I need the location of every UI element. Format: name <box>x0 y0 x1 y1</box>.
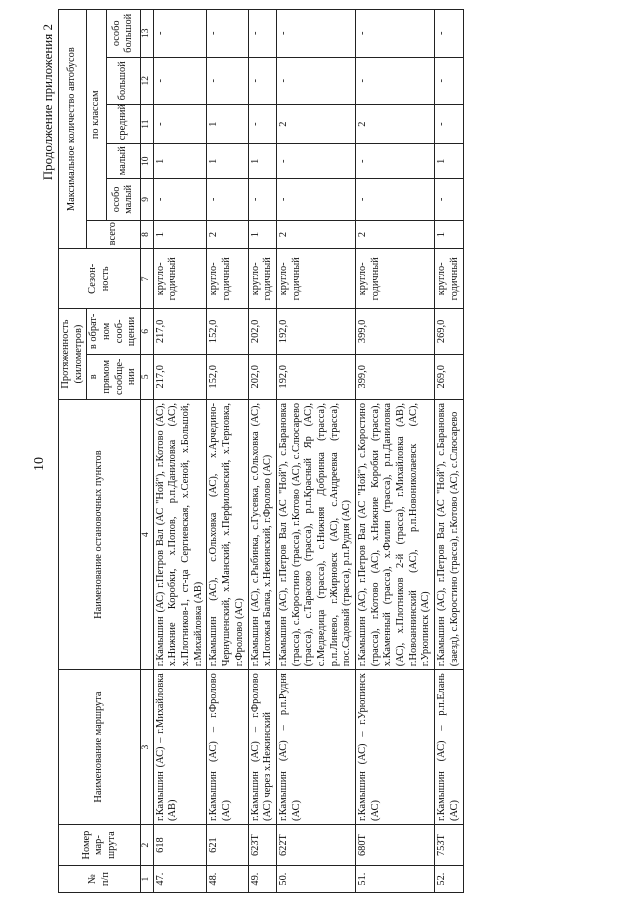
buses-extra-small: - <box>276 179 355 220</box>
buses-extra-large: - <box>153 10 207 58</box>
seasonality: кругло-годичный <box>207 249 248 309</box>
table-row <box>435 10 463 893</box>
length-backward: 217,0 <box>153 309 207 354</box>
buses-extra-small: - <box>248 179 276 220</box>
length-forward: 152,0 <box>207 354 248 399</box>
row-number: 50. <box>276 866 355 893</box>
buses-total: 1 <box>435 220 463 249</box>
route-name: г.Камышин (АС) – р.п.Рудня (АС) <box>276 670 355 825</box>
column-number: 11 <box>141 105 154 144</box>
column-number: 12 <box>141 57 154 104</box>
table-row <box>248 10 276 893</box>
buses-medium: 2 <box>356 105 435 144</box>
header-stops: Наименование остановочных пунктов <box>59 399 141 669</box>
buses-total: 1 <box>248 220 276 249</box>
column-number: 2 <box>141 824 154 865</box>
route-number: 622Т <box>276 824 355 865</box>
buses-small: 1 <box>248 144 276 179</box>
routes-table <box>58 9 464 893</box>
buses-extra-small: - <box>435 179 463 220</box>
column-number: 5 <box>141 354 154 399</box>
page-number: 10 <box>32 457 47 471</box>
header-max-buses: Максимальное количество автобусов <box>59 10 87 249</box>
header-medium: средний <box>106 105 141 144</box>
column-number: 7 <box>141 249 154 309</box>
table-row <box>207 10 248 893</box>
seasonality: кругло-годичный <box>276 249 355 309</box>
buses-total: 1 <box>153 220 207 249</box>
route-name: г.Камышин (АС) – г.Михайловка (АВ) <box>153 670 207 825</box>
header-extra-large: особо большой <box>106 10 141 58</box>
buses-large: - <box>356 57 435 104</box>
length-backward: 269,0 <box>435 309 463 354</box>
buses-medium: - <box>153 105 207 144</box>
buses-large: - <box>207 57 248 104</box>
table-row <box>356 10 435 893</box>
row-number: 47. <box>153 866 207 893</box>
length-backward: 399,0 <box>356 309 435 354</box>
length-forward: 202,0 <box>248 354 276 399</box>
buses-medium: - <box>248 105 276 144</box>
length-forward: 269,0 <box>435 354 463 399</box>
header-total: всего <box>87 220 141 249</box>
buses-small: - <box>276 144 355 179</box>
buses-large: - <box>276 57 355 104</box>
route-number: 621 <box>207 824 248 865</box>
buses-extra-large: - <box>356 10 435 58</box>
header-season: Сезон-ность <box>59 249 141 309</box>
buses-extra-large: - <box>207 10 248 58</box>
buses-medium: - <box>435 105 463 144</box>
route-stops: г.Камышин (АС), с.Ольховка (АС), х.Арчедино-Чернушенский, х.Манский, х.Перфиловский, х.Терновка, г.Фролово (АС) <box>207 399 248 669</box>
header-length: Протяженность (километров) <box>59 309 87 400</box>
buses-extra-small: - <box>356 179 435 220</box>
route-stops: г.Камышин (АС) г.Петров Вал (АС "Ной"), г.Котово (АС), х.Нижние Коробки, х.Попов, р.п.Даниловка (АС), х.Плотников-1, ст-ца Сергиевская, х.Сеной, х.Большой, г.Михайловка (АВ) <box>153 399 207 669</box>
buses-extra-small: - <box>153 179 207 220</box>
table-row <box>276 10 355 893</box>
route-stops: г.Камышин (АС), г.Петров Вал (АС "Ной"), с.Барановка (трасса), с.Коростино (трасса), г.Котово (АС), с.Слюсарево (трасса), с.Тарасово (трасса), р.п.Красный Яр (АС), с.Медведица (трасса), с.Нижняя Добринка (трасса), р.п.Линево, г.Жирновск (АС), с.Андреевка (трасса), пос.Садовый (трасса), р.п.Рудня (АС) <box>276 399 355 669</box>
header-small: малый <box>106 144 141 179</box>
route-name: г.Камышин (АС) – г.Фролово (АС) через х.Нежинский <box>248 670 276 825</box>
column-number: 8 <box>141 220 154 249</box>
buses-medium: 1 <box>207 105 248 144</box>
buses-large: - <box>153 57 207 104</box>
buses-extra-large: - <box>276 10 355 58</box>
length-backward: 192,0 <box>276 309 355 354</box>
route-stops: г.Камышин (АС), г.Петров Вал (АС "Ной"), с.Барановка (заезд), с.Коростино (трасса), г.Котово (АС), с.Слюсарево <box>435 399 463 669</box>
route-stops: г.Камышин (АС), г.Петров Вал (АС "Ной"), с.Коростино (трасса), г.Котово (АС), х.Нижние Коробки (трасса), х.Каменный (трасса), х.Филин (трасса), р.п.Даниловка (АС), х.Плотников 2-й (трасса), г.Михайловка (АВ), г.Новоаннинский (АС), р.п.Новониколаевск (АС), г.Урюпинск (АС) <box>356 399 435 669</box>
length-backward: 202,0 <box>248 309 276 354</box>
header-num: № п/п <box>59 866 141 893</box>
buses-large: - <box>248 57 276 104</box>
buses-total: 2 <box>276 220 355 249</box>
row-number: 52. <box>435 866 463 893</box>
route-name: г.Камышин (АС) – р.п.Елань (АС) <box>435 670 463 825</box>
buses-extra-small: - <box>207 179 248 220</box>
buses-small: - <box>356 144 435 179</box>
table-row <box>153 10 207 893</box>
length-backward: 152,0 <box>207 309 248 354</box>
row-number: 49. <box>248 866 276 893</box>
route-number: 623Т <box>248 824 276 865</box>
header-extra-small: особо малый <box>106 179 141 220</box>
row-number: 51. <box>356 866 435 893</box>
route-name: г.Камышин (АС) – г.Урюпинск (АС) <box>356 670 435 825</box>
length-forward: 399,0 <box>356 354 435 399</box>
route-name: г.Камышин (АС) – г.Фролово (АС) <box>207 670 248 825</box>
column-number: 1 <box>141 866 154 893</box>
buses-total: 2 <box>207 220 248 249</box>
seasonality: кругло-годичный <box>435 249 463 309</box>
column-number: 13 <box>141 10 154 58</box>
continuation-caption: Продолжение приложения 2 <box>40 24 55 181</box>
header-large: большой <box>106 57 141 104</box>
column-number: 4 <box>141 399 154 669</box>
route-number: 618 <box>153 824 207 865</box>
route-number: 753Т <box>435 824 463 865</box>
buses-medium: 2 <box>276 105 355 144</box>
buses-total: 2 <box>356 220 435 249</box>
buses-large: - <box>435 57 463 104</box>
buses-small: 1 <box>153 144 207 179</box>
header-route-num: Номер мар-шрута <box>59 824 141 865</box>
column-number: 9 <box>141 179 154 220</box>
header-forward: в прямом сообще-нии <box>87 354 141 399</box>
header-route-name: Наименование маршрута <box>59 670 141 825</box>
length-forward: 217,0 <box>153 354 207 399</box>
route-number: 680Т <box>356 824 435 865</box>
seasonality: кругло-годичный <box>356 249 435 309</box>
column-number: 10 <box>141 144 154 179</box>
column-number: 6 <box>141 309 154 354</box>
buses-small: 1 <box>435 144 463 179</box>
buses-extra-large: - <box>248 10 276 58</box>
row-number: 48. <box>207 866 248 893</box>
column-number-row <box>141 10 154 893</box>
length-forward: 192,0 <box>276 354 355 399</box>
seasonality: кругло-годичный <box>153 249 207 309</box>
header-by-class: по классам <box>87 10 106 221</box>
column-number: 3 <box>141 670 154 825</box>
buses-small: 1 <box>207 144 248 179</box>
header-backward: в обрат-ном сооб-щении <box>87 309 141 354</box>
seasonality: кругло-годичный <box>248 249 276 309</box>
buses-extra-large: - <box>435 10 463 58</box>
route-stops: г.Камышин (АС), с.Рыбинка, с.Гусевка, с.Ольховка (АС), х.Погожья Балка, х.Нежинский, г.Фролово (АС) <box>248 399 276 669</box>
